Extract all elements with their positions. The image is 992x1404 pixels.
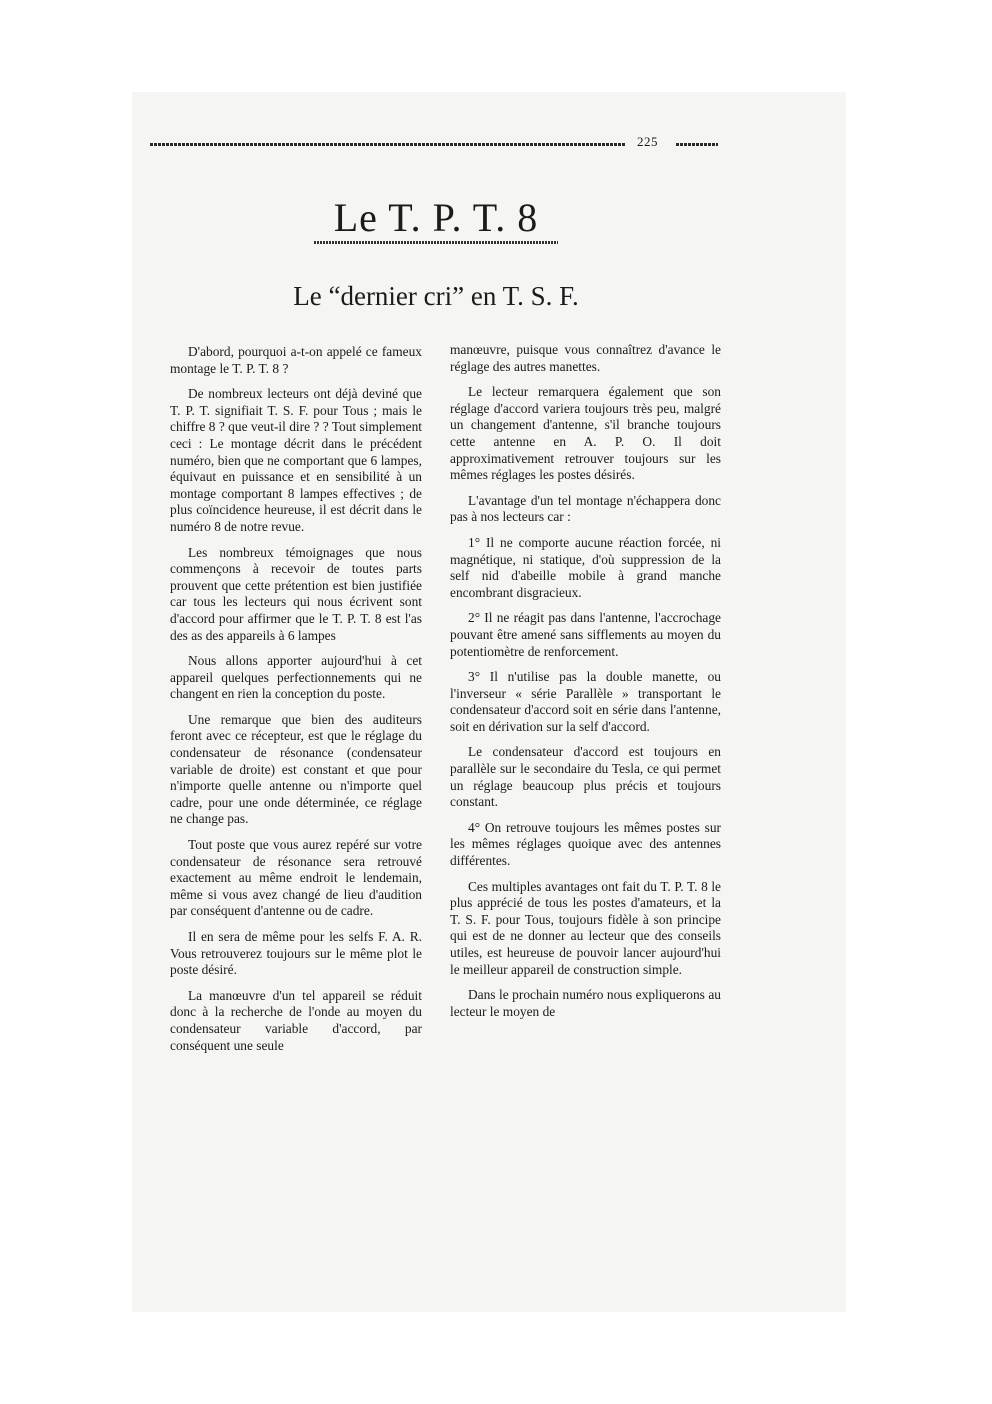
header-dotted-rule: [150, 143, 626, 146]
page-number: 225: [637, 134, 658, 149]
paragraph: 3° Il n'utilise pas la double manette, ou l'inverseur « série Parallèle » transportant le condensateur d'accord soit en série dans l'antenne, soit en dérivation sur la self d'accord.: [450, 669, 721, 734]
paragraph: Dans le prochain numéro nous expliquerons au lecteur le moyen de: [450, 987, 721, 1019]
paragraph: Il en sera de même pour les selfs F. A. R. Vous retrouverez toujours sur le même plot le poste désiré.: [170, 929, 422, 978]
article-subtitle: Le “dernier cri” en T. S. F.: [293, 281, 579, 311]
paragraph: 4° On retrouve toujours les mêmes postes sur les mêmes réglages quoique avec des antennes différentes.: [450, 819, 721, 869]
paragraph: Le lecteur remarquera également que son réglage d'accord variera toujours très peu, malgré un changement d'antenne, s'il branche toujours cette antenne en A. P. O. Il doit approximativement retrouver toujours sur les mêmes réglages les postes désirés.: [450, 384, 721, 483]
paragraph: 2° Il ne réagit pas dans l'antenne, l'accrochage pouvant être amené sans sifflements au moyen du potentiomètre de renforcement.: [450, 610, 721, 659]
paragraph: La manœuvre d'un tel appareil se réduit donc à la recherche de l'onde au moyen du condensateur variable d'accord, par conséquent une seule: [170, 987, 422, 1053]
paragraph: 1° Il ne comporte aucune réaction forcée, ni magnétique, ni statique, d'où suppression de la self nid d'abeille mobile à grand manche encombrant disgracieux.: [450, 534, 721, 600]
paragraph: De nombreux lecteurs ont déjà deviné que T. P. T. signifiait T. S. F. pour Tous ; mais le chiffre 8 ? que veut-il dire ? ? Tout simplement ceci : Le montage décrit dans le précédent numéro, bien que ne comportant que 6 lampes, équivaut en puissance et en sensibilité à un montage comportant 8 lampes effectives ; de plus coïncidence heureuse, il est décrit dans le numéro 8 de notre revue.: [170, 386, 422, 534]
paragraph: Nous allons apporter aujourd'hui à cet appareil quelques perfectionnements qui ne changent en rien la conception du poste.: [170, 653, 422, 702]
left-column: [170, 344, 422, 1054]
paragraph: Ces multiples avantages ont fait du T. P. T. 8 le plus apprécié de tous les postes d'amateurs, et la T. S. F. pour Tous, toujours fidèle à son principe qui est de ne donner au lecteur que des conseils utiles, est heureuse de pouvoir lancer aujourd'hui le meilleur appareil de construction simple.: [450, 878, 721, 977]
paragraph-continuation: manœuvre, puisque vous connaîtrez d'avance le réglage des autres manettes.: [450, 342, 721, 374]
title-underline: [314, 241, 558, 244]
paragraph: L'avantage d'un tel montage n'échappera donc pas à nos lecteurs car :: [450, 492, 721, 525]
paragraph: D'abord, pourquoi a-t-on appelé ce fameux montage le T. P. T. 8 ?: [170, 344, 422, 376]
paragraph: Tout poste que vous aurez repéré sur votre condensateur de résonance sera retrouvé exactement au même endroit le lendemain, même si vous avez changé de lieu d'audition par conséquent d'antenne ou de cadre.: [170, 837, 422, 919]
paragraph: Les nombreux témoignages que nous commençons à recevoir de toutes parts prouvent que cette prétention est bien justifiée car tous les lecteurs qui nous écrivent sont d'accord pour affirmer que le T. P. T. 8 est l'as des as des appareils à 6 lampes: [170, 544, 422, 643]
article-title: Le T. P. T. 8: [333, 195, 539, 240]
right-column: [450, 342, 721, 1020]
paragraph: Une remarque que bien des auditeurs feront avec ce récepteur, est que le réglage du condensateur de résonance (condensateur variable de droite) est constant et que pour n'importe quelle antenne ou n'importe quel cadre, pour une onde déterminée, ce réglage ne change pas.: [170, 711, 422, 827]
paragraph: Le condensateur d'accord est toujours en parallèle sur le secondaire du Tesla, ce qui permet un réglage beaucoup plus précis et toujours constant.: [450, 744, 721, 810]
header-dotted-rule-right: [676, 143, 718, 146]
